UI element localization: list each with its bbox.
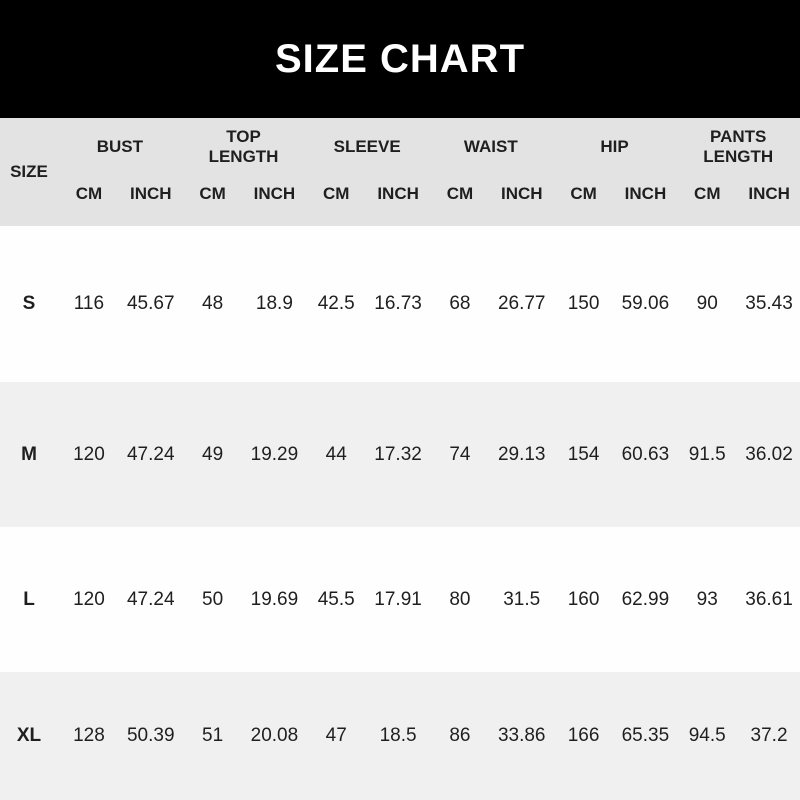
cell-m-sleeve-inch: 17.32	[374, 443, 422, 465]
cell-xl-top-length-inch: 20.08	[250, 725, 299, 746]
cell-s-hip-inch: 59.06	[621, 293, 670, 314]
cell-s-top-length-inch: 18.9	[255, 293, 293, 314]
col-subheader-sleeve-inch: INCH	[377, 184, 419, 203]
col-group-sleeve-label: SLEEVE	[333, 136, 401, 156]
cell-s-bust-cm: 116	[73, 293, 105, 314]
col-group-hip-label: HIP	[600, 136, 629, 156]
cell-l-sleeve-inch: 17.91	[374, 588, 422, 610]
cell-xl-hip-cm: 166	[567, 725, 600, 746]
cell-s-bust-inch: 45.67	[126, 293, 175, 314]
cell-m-bust-cm: 120	[73, 443, 105, 465]
cell-xl-pants-length-inch: 37.2	[750, 725, 788, 746]
table-row-s	[0, 226, 800, 382]
cell-s-waist-inch: 26.77	[497, 293, 546, 314]
cell-s-hip-cm: 150	[567, 293, 600, 314]
cell-s-pants-length-inch: 35.43	[745, 293, 793, 314]
cell-l-pants-length-cm: 93	[696, 588, 718, 610]
col-subheader-bust-cm: CM	[75, 184, 103, 203]
cell-m-pants-length-inch: 36.02	[745, 443, 793, 465]
cell-xl-waist-cm: 86	[449, 725, 471, 746]
cell-xl-pants-length-cm: 94.5	[688, 725, 726, 746]
cell-xl-bust-cm: 128	[73, 725, 105, 746]
row-size-label: S	[22, 293, 36, 314]
row-size-label: M	[21, 443, 37, 465]
col-group-hip-units	[553, 176, 677, 226]
cell-l-sleeve-cm: 45.5	[317, 588, 355, 610]
col-group-bust-label: BUST	[96, 136, 143, 156]
col-group-bust	[58, 118, 182, 226]
col-group-pants-length	[676, 118, 800, 226]
col-group-top-length	[182, 118, 306, 226]
col-group-pants-length-units	[676, 176, 800, 226]
cell-l-waist-inch: 31.5	[503, 588, 541, 610]
cell-l-pants-length-inch: 36.61	[745, 588, 793, 610]
cell-l-bust-inch: 47.24	[126, 588, 175, 610]
col-group-hip	[553, 118, 677, 226]
col-group-top-length-units	[182, 176, 306, 226]
page-title: SIZE CHART	[275, 36, 525, 81]
cell-l-hip-inch: 62.99	[621, 588, 670, 610]
cell-m-hip-inch: 60.63	[621, 443, 670, 465]
col-group-waist	[429, 118, 553, 226]
cell-xl-bust-inch: 50.39	[126, 725, 175, 746]
cell-l-waist-cm: 80	[449, 588, 471, 610]
col-subheader-waist-cm: CM	[446, 184, 474, 203]
cell-m-waist-inch: 29.13	[497, 443, 546, 465]
col-group-top-length-label: TOP LENGTH	[208, 126, 279, 166]
row-size-label: XL	[16, 725, 42, 746]
col-subheader-hip-inch: INCH	[624, 184, 667, 203]
col-subheader-top-length-cm: CM	[199, 184, 226, 203]
col-group-pants-length-label: PANTS LENGTH	[703, 126, 774, 166]
col-subheader-sleeve-cm: CM	[323, 184, 350, 203]
col-subheader-pants-length-inch: INCH	[748, 184, 790, 203]
col-subheader-pants-length-cm: CM	[694, 184, 721, 203]
col-subheader-hip-cm: CM	[570, 184, 597, 203]
cell-l-top-length-cm: 50	[202, 588, 224, 610]
cell-s-pants-length-cm: 90	[696, 293, 718, 314]
cell-m-waist-cm: 74	[449, 443, 471, 465]
table-row-m	[0, 382, 800, 527]
cell-xl-sleeve-cm: 47	[325, 725, 347, 746]
cell-s-sleeve-cm: 42.5	[317, 293, 355, 314]
cell-l-hip-cm: 160	[567, 588, 600, 610]
banner	[0, 0, 800, 118]
table-header	[0, 118, 800, 226]
col-group-bust-units	[58, 176, 182, 226]
col-subheader-top-length-inch: INCH	[253, 184, 296, 203]
col-group-sleeve	[305, 118, 429, 226]
cell-xl-waist-inch: 33.86	[497, 725, 546, 746]
cell-m-top-length-cm: 49	[202, 443, 224, 465]
cell-s-top-length-cm: 48	[202, 293, 224, 314]
cell-s-waist-cm: 68	[449, 293, 471, 314]
cell-m-hip-cm: 154	[567, 443, 600, 465]
cell-l-top-length-inch: 19.69	[250, 588, 299, 610]
cell-m-bust-inch: 47.24	[126, 443, 175, 465]
col-group-waist-units	[429, 176, 553, 226]
cell-m-sleeve-cm: 44	[325, 443, 347, 465]
cell-xl-hip-inch: 65.35	[621, 725, 670, 746]
col-subheader-waist-inch: INCH	[501, 184, 543, 203]
cell-s-sleeve-inch: 16.73	[374, 293, 422, 314]
col-group-waist-label: WAIST	[463, 136, 518, 156]
cell-m-top-length-inch: 19.29	[250, 443, 299, 465]
table-row-l	[0, 527, 800, 672]
col-header-size: SIZE	[10, 162, 48, 181]
cell-xl-top-length-cm: 51	[202, 725, 224, 746]
cell-m-pants-length-cm: 91.5	[688, 443, 726, 465]
table-row-xl	[0, 672, 800, 800]
row-size-label: L	[23, 588, 35, 610]
col-subheader-bust-inch: INCH	[129, 184, 172, 203]
cell-l-bust-cm: 120	[73, 588, 105, 610]
table-body	[0, 226, 800, 800]
col-group-sleeve-units	[305, 176, 429, 226]
cell-xl-sleeve-inch: 18.5	[379, 725, 417, 746]
